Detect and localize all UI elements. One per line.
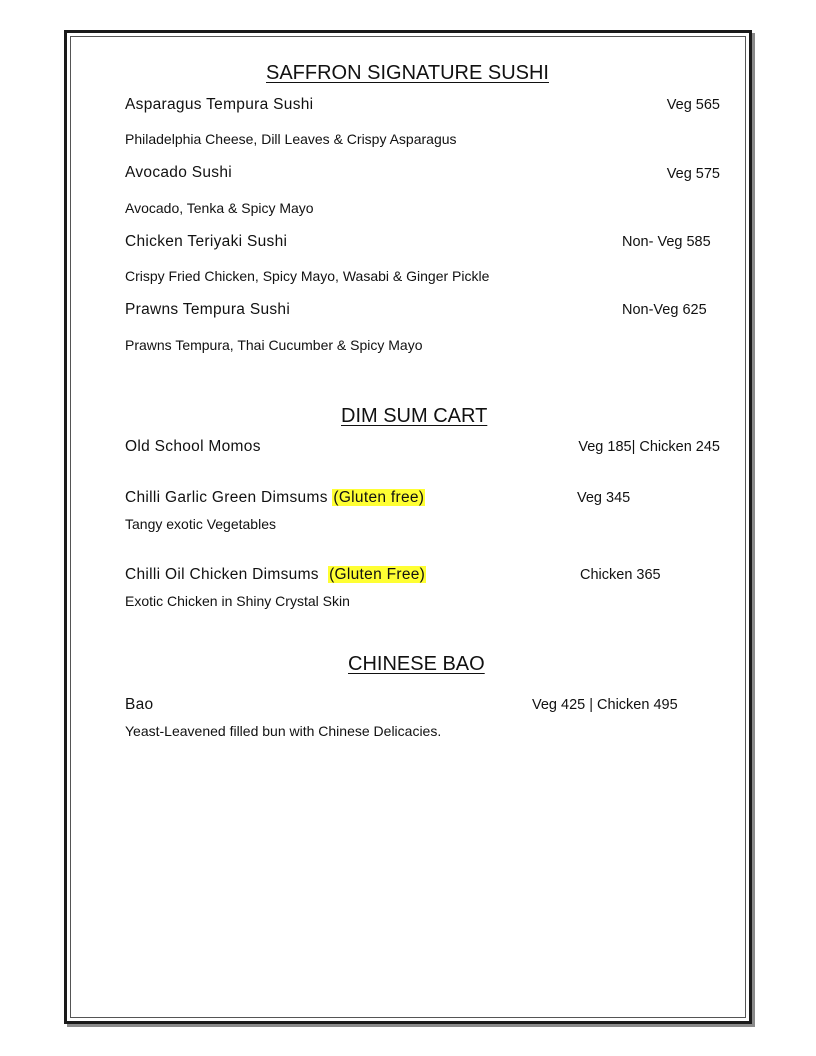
menu-item-price: Veg 185| Chicken 245 — [578, 439, 720, 455]
menu-item-name-row — [125, 566, 426, 584]
menu-item-name: Old School Momos — [125, 438, 261, 455]
menu-item-description: Philadelphia Cheese, Dill Leaves & Crispy Asparagus — [125, 131, 457, 147]
section-title-sushi: SAFFRON SIGNATURE SUSHI — [266, 62, 549, 84]
menu-item-description: Yeast-Leavened filled bun with Chinese Delicacies. — [125, 723, 442, 739]
menu-item-description: Exotic Chicken in Shiny Crystal Skin — [125, 593, 350, 609]
menu-item-price: Veg 575 — [666, 166, 720, 182]
menu-item-name: Avocado Sushi — [125, 164, 233, 181]
menu-item-price: Non- Veg 585 — [622, 234, 711, 250]
menu-item-description: Prawns Tempura, Thai Cucumber & Spicy Mayo — [125, 337, 423, 353]
menu-item-name: Prawns Tempura Sushi — [125, 301, 291, 318]
menu-item-name: Chilli Oil Chicken Dimsums — [125, 566, 319, 583]
gluten-free-tag: (Gluten Free) — [329, 566, 426, 583]
menu-item-price: Non-Veg 625 — [622, 302, 707, 318]
menu-item-name: Bao — [125, 696, 154, 713]
menu-item-price: Chicken 365 — [580, 567, 661, 583]
menu-item-name: Chilli Garlic Green Dimsums — [125, 489, 328, 506]
section-title-dimsum: DIM SUM CART — [341, 405, 488, 427]
menu-item-description: Avocado, Tenka & Spicy Mayo — [125, 200, 314, 216]
menu-item-description: Tangy exotic Vegetables — [125, 516, 276, 532]
menu-item-description: Crispy Fried Chicken, Spicy Mayo, Wasabi & Ginger Pickle — [125, 268, 490, 284]
menu-item-name: Chicken Teriyaki Sushi — [125, 233, 288, 250]
section-title-bao: CHINESE BAO — [348, 653, 485, 675]
menu-item-price: Veg 425 | Chicken 495 — [532, 697, 678, 713]
menu-item-name: Asparagus Tempura Sushi — [125, 96, 314, 113]
menu-item-price: Veg 345 — [577, 490, 631, 506]
menu-item-name-row — [125, 489, 425, 507]
menu-item-price: Veg 565 — [666, 97, 720, 113]
gluten-free-tag: (Gluten free) — [333, 489, 425, 506]
